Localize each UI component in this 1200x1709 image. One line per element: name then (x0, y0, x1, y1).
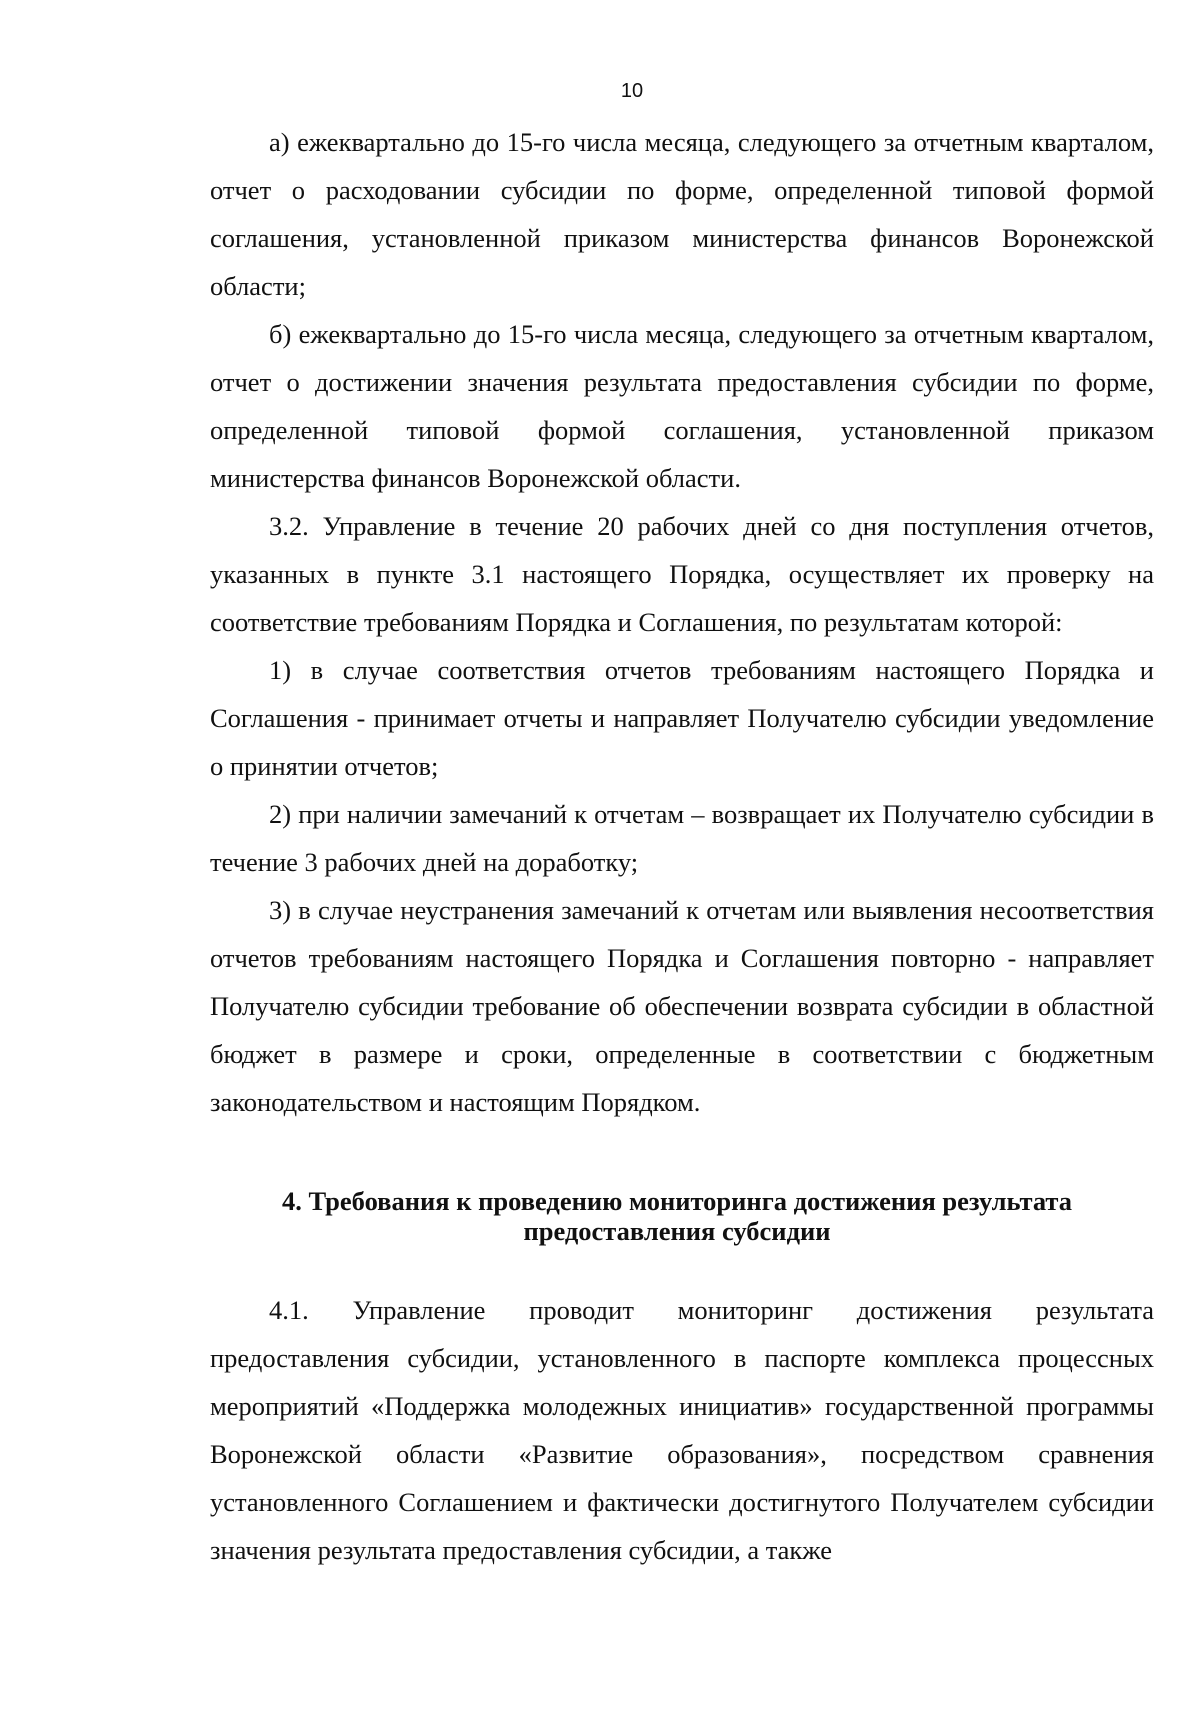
paragraph-3-2-item-1: 1) в случае соответствия отчетов требованиям настоящего Порядка и Соглашения - принимает отчеты и направляет Получателю субсидии уведомление о принятии отчетов; (210, 655, 1154, 781)
page-number: 10 (620, 80, 644, 102)
section-heading-line-1: 4. Требования к проведению мониторинга достижения результата (282, 1186, 1072, 1216)
section-heading-line-2: предоставления субсидии (523, 1216, 831, 1246)
paragraph-4-1: 4.1. Управление проводит мониторинг достижения результата предоставления субсидии, установленного в паспорте комплекса процессных мероприятий «Поддержка молодежных инициатив» государственной программы Воронежской области «Развитие образования», посредством сравнения установленного Соглашением и фактически достигнутого Получателем субсидии значения результата предоставления субсидии, а также (210, 1295, 1154, 1565)
paragraph-3-2-item-3: 3) в случае неустранения замечаний к отчетам или выявления несоответствия отчетов требованиям настоящего Порядка и Соглашения повторно - направляет Получателю субсидии требование об обеспечении возврата субсидии в областной бюджет в размере и сроки, определенные в соответствии с бюджетным законодательством и настоящим Порядком. (210, 895, 1154, 1117)
paragraph-3-1-b: б) ежеквартально до 15-го числа месяца, следующего за отчетным кварталом, отчет о достижении значения результата предоставления субсидии по форме, определенной типовой формой соглашения, установленной приказом министерства финансов Воронежской области. (210, 319, 1154, 493)
paragraph-3-2: 3.2. Управление в течение 20 рабочих дней со дня поступления отчетов, указанных в пункте 3.1 настоящего Порядка, осуществляет их проверку на соответствие требованиям Порядка и Соглашения, по результатам которой: (210, 511, 1154, 637)
page-content (210, 118, 1154, 1574)
section-4-heading (220, 1186, 1134, 1246)
paragraph-3-1-a: а) ежеквартально до 15-го числа месяца, следующего за отчетным кварталом, отчет о расходовании субсидии по форме, определенной типовой формой соглашения, установленной приказом министерства финансов Воронежской области; (210, 127, 1154, 301)
paragraph-3-2-item-2: 2) при наличии замечаний к отчетам – возвращает их Получателю субсидии в течение 3 рабочих дней на доработку; (210, 799, 1154, 877)
